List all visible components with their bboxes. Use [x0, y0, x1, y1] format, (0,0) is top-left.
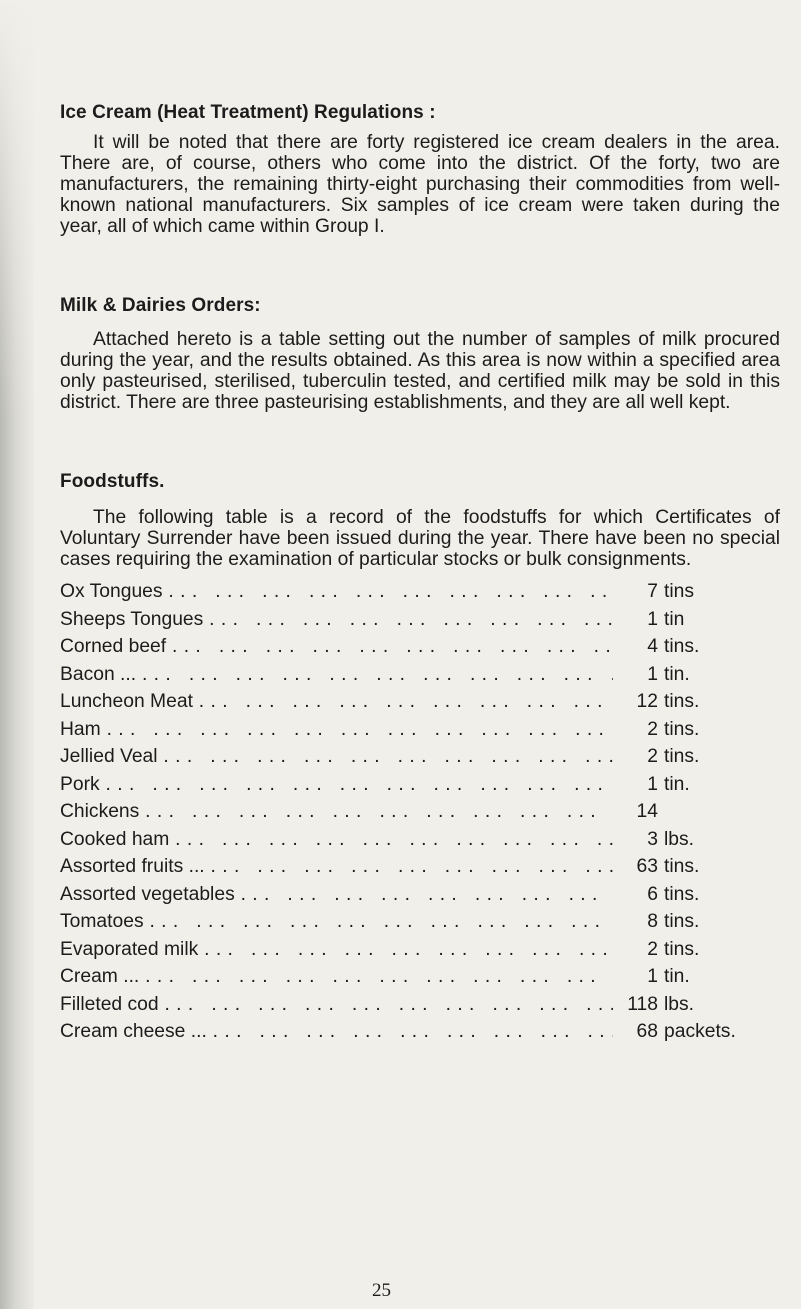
item-name: Chickens . . . [60, 801, 613, 823]
milk-dairies-section [60, 295, 780, 413]
list-item [60, 801, 780, 829]
item-unit: tin. [664, 966, 690, 987]
list-item [60, 719, 780, 747]
item-quantity: 2 [647, 746, 658, 767]
item-unit: tins [664, 581, 695, 602]
item-name: Sheeps Tongues . . . [60, 609, 613, 631]
item-quantity: 63 [636, 856, 658, 877]
item-unit: packets. [664, 1021, 736, 1042]
item-quantity: 6 [647, 883, 658, 905]
item-unit: tins. [664, 938, 700, 960]
milk-dairies-heading: Milk & Dairies Orders: [60, 295, 261, 316]
item-unit: tins. [664, 691, 700, 712]
item-name: Evaporated milk . . . [60, 939, 613, 961]
item-quantity: 118 [627, 993, 658, 1015]
item-quantity: 7 [647, 581, 658, 602]
foodstuffs-section [60, 471, 780, 1049]
ice-cream-section [60, 102, 780, 237]
list-item [60, 994, 780, 1022]
list-item [60, 884, 780, 912]
list-item [60, 966, 780, 994]
item-name: Tomatoes . . . [60, 911, 613, 933]
list-item [60, 609, 780, 637]
foodstuffs-paragraph: The following table is a record of the foodstuffs for which Certificates of Voluntary Surrender have been issued during the year. There have been no special cases requiring the examination of particular stocks or bulk consignments. [60, 507, 780, 570]
item-name: Jellied Veal . . . [60, 746, 613, 768]
item-quantity: 2 [647, 938, 658, 960]
item-quantity: 4 [647, 636, 658, 657]
page-binding-fade [0, 0, 34, 420]
item-name: Assorted fruits ... . . . [60, 856, 613, 878]
list-item [60, 691, 780, 719]
item-unit: lbs. [664, 993, 695, 1015]
item-name: Cooked ham . . . [60, 829, 613, 851]
list-item [60, 581, 780, 609]
item-quantity: 68 [636, 1021, 658, 1042]
ice-cream-heading: Ice Cream (Heat Treatment) Regulations : [60, 102, 436, 123]
item-quantity: 1 [647, 966, 658, 987]
list-item [60, 1021, 780, 1049]
foodstuffs-heading: Foodstuffs. [60, 471, 165, 492]
list-item [60, 664, 780, 692]
list-item [60, 856, 780, 884]
item-unit: tin [664, 608, 685, 630]
item-quantity: 1 [647, 773, 658, 795]
item-name: Ox Tongues . . . [60, 581, 613, 603]
item-name: Corned beef . . . [60, 636, 613, 658]
item-quantity: 8 [647, 911, 658, 932]
list-item [60, 746, 780, 774]
list-item [60, 774, 780, 802]
item-name: Cream ... . . . [60, 966, 613, 988]
list-item [60, 636, 780, 664]
item-name: Filleted cod . . . [60, 994, 613, 1016]
item-name: Assorted vegetables . . . [60, 884, 613, 906]
list-item [60, 911, 780, 939]
document-body [60, 92, 780, 1049]
item-name: Pork . . . [60, 774, 613, 796]
item-unit: tins. [664, 746, 700, 767]
item-quantity: 3 [647, 828, 658, 850]
foodstuffs-list [60, 581, 780, 1049]
item-name: Cream cheese ... . . . [60, 1021, 613, 1043]
item-unit: tins. [664, 636, 700, 657]
item-unit: lbs. [664, 828, 695, 850]
ice-cream-paragraph: It will be noted that there are forty registered ice cream dealers in the area. There are, of course, others who come into the district. Of the forty, two are manufacturers, the remaining thirty-eight purchasing their commodities from well-known national manufacturers. Six samples of ice cream were taken during the year, all of which came within Group I. [60, 132, 780, 237]
list-item [60, 939, 780, 967]
item-quantity: 14 [636, 801, 658, 822]
item-unit: tins. [664, 911, 700, 932]
item-quantity: 12 [636, 691, 658, 712]
item-name: Ham . . . [60, 719, 613, 741]
item-unit: tins. [664, 718, 700, 740]
page-number: 25 [372, 1280, 391, 1301]
milk-dairies-paragraph: Attached hereto is a table setting out the number of samples of milk procured during the year, and the results obtained. As this area is now within a specified area only pasteurised, sterilised, tuberculin tested, and certified milk may be sold in this district. There are three pasteurising establishments, and they are all well kept. [60, 329, 780, 413]
item-unit: tin. [664, 773, 690, 795]
item-name: Luncheon Meat . . . [60, 691, 613, 713]
item-unit: tins. [664, 883, 700, 905]
list-item [60, 829, 780, 857]
item-quantity: 2 [647, 718, 658, 740]
item-name: Bacon ... . . . [60, 664, 613, 686]
item-quantity: 1 [647, 608, 658, 630]
item-quantity: 1 [647, 663, 658, 685]
item-unit: tin. [664, 663, 690, 685]
item-unit: tins. [664, 856, 700, 877]
